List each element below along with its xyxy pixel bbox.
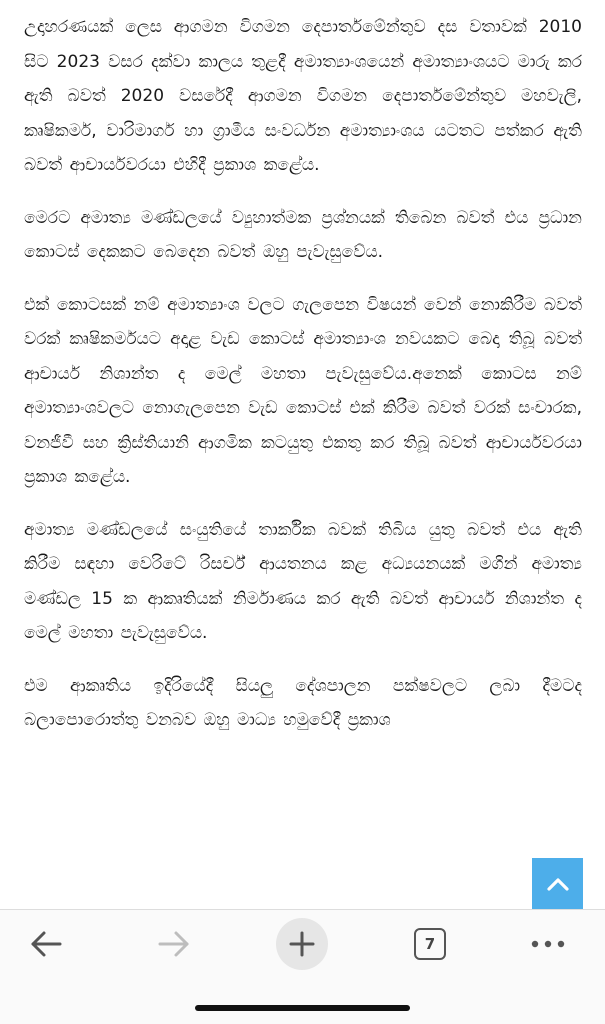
article-paragraph: මෙරට අමාත්‍ය මණ්ඩලයේ ව්‍යුහාත්මක ප්‍රශ්නයක් තිබෙන බවත් එය ප්‍රධාන කොටස් දෙකකට බෙදෙන බවත් ඔහු පැවැසුවේය. bbox=[24, 207, 582, 262]
tabs-icon bbox=[414, 928, 446, 960]
article-paragraph: එම ආකෘතිය ඉදිරියේදී සියලු දේශපාලන පක්ෂවලට ලබා දීමටද බලාපොරොත්තු වනබව ඔහු මාධ්‍ය හමුවේදී ප්‍රකාශ bbox=[24, 675, 582, 730]
tab-count: 7 bbox=[424, 935, 436, 953]
arrow-right-icon bbox=[157, 930, 191, 958]
new-tab-button[interactable] bbox=[276, 918, 328, 970]
forward-button[interactable] bbox=[146, 918, 202, 970]
menu-button[interactable] bbox=[520, 918, 576, 970]
more-horizontal-icon bbox=[530, 939, 566, 949]
article-body bbox=[24, 10, 582, 910]
scroll-to-top-button[interactable] bbox=[532, 858, 583, 909]
home-indicator[interactable] bbox=[195, 1005, 410, 1011]
arrow-left-icon bbox=[29, 930, 63, 958]
article-paragraph: එක් කොටසක් නම් අමාත්‍යාංශ වලට ගැලපෙන විෂයන් වෙන් නොකිරීම බවත් වරක් කෘෂිකර්මයට අදාළ වැඩ කොටස් අමාත්‍යාංශ නවයකට බෙදා තිබූ බවත් ආචාර්ය නිශාන්ත ද මෙල් මහතා පැවැසුවේය.අනෙක් කොටස නම් අමාත්‍යාංශවලට නොගැලපෙන වැඩ කොටස් එක් කිරීම බවත් වරක් සංචාරක, වනජීවී සහ ක්‍රිස්තියානි ආගමික කටයුතු එකතු කර තිබූ බවත් ආචාර්යවරයා ප්‍රකාශ කළේය. bbox=[24, 294, 582, 487]
article-paragraph: උදාහරණයක් ලෙස ආගමන විගමන දෙපාර්තමේන්තුව දස වතාවක් 2010 සිට 2023 වසර දක්වා කාලය තුළදී අමාත්‍යාංශයෙන් අමාත්‍යාංශයට මාරු කර ඇති බවත් 2020 වසරේදී ආගමන විගමන දෙපාර්තමේන්තුව මහවැලි, කෘෂිකර්ම, වාරිමාර්ග හා ග්‍රාමීය සංවර්ධන අමාත්‍යාංශය යටතට පත්කර ඇති බවත් ආචාර්යවරයා එහිදී ප්‍රකාශ කළේය. bbox=[24, 17, 582, 175]
chevron-up-icon bbox=[546, 876, 570, 892]
back-button[interactable] bbox=[18, 918, 74, 970]
tab-switcher-button[interactable] bbox=[402, 918, 458, 970]
plus-icon bbox=[289, 931, 315, 957]
article-paragraph: අමාත්‍ය මණ්ඩලයේ සංයුතියේ තාර්කික බවක් තිබිය යුතු බවත් එය ඇති කිරීම සඳහා වෙරිටේ රිසර්ච් ආයතනය කළ අධ්‍යයනයක් මගින් අමාත්‍ය මණ්ඩල 15 ක ආකෘතියක් නිර්මාණය කර ඇති බවත් ආචාර්ය නිශාන්ත ද මෙල් මහතා පැවැසුවේය. bbox=[24, 519, 582, 643]
